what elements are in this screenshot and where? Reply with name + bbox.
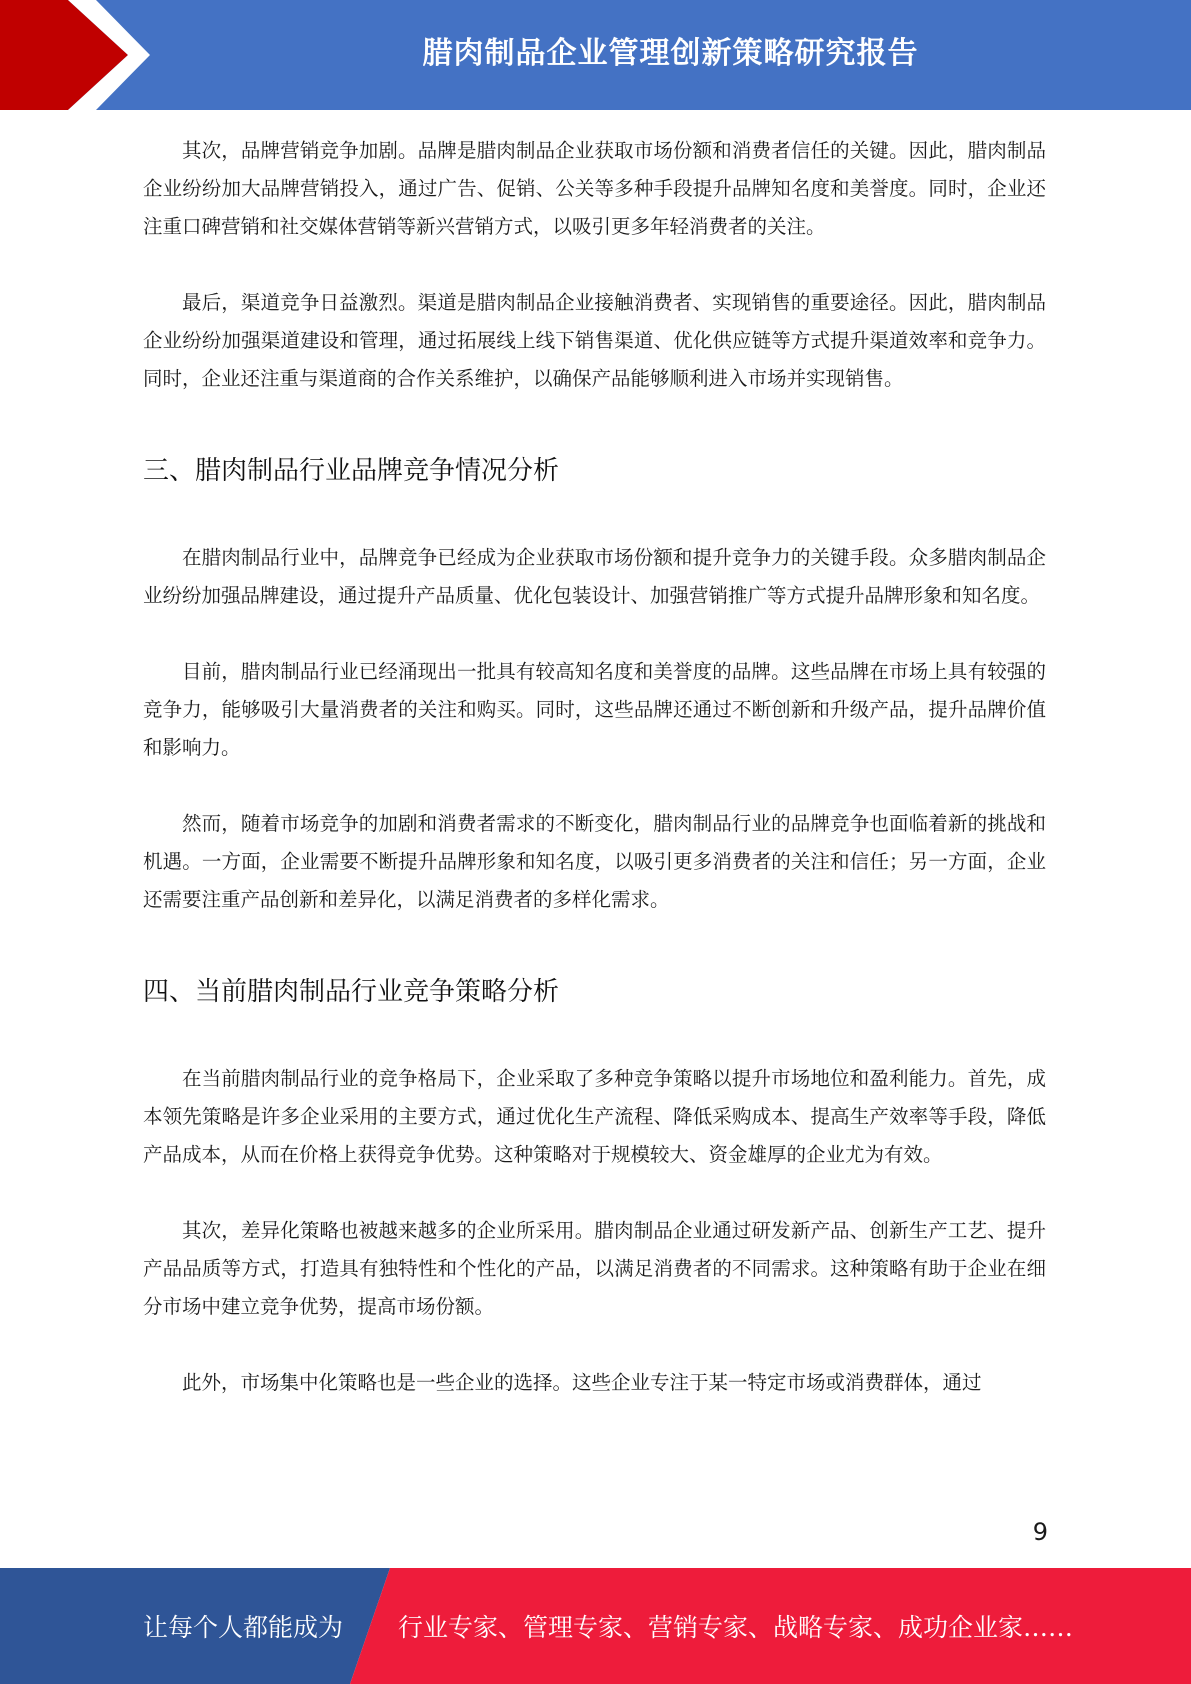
page-footer [0, 1568, 1191, 1684]
page-number: 9 [1032, 1518, 1048, 1546]
paragraph: 在腊肉制品行业中，品牌竞争已经成为企业获取市场份额和提升竞争力的关键手段。众多腊肉制品企业纷纷加强品牌建设，通过提升产品质量、优化包装设计、加强营销推广等方式提升品牌形象和知名度。 [143, 546, 1046, 607]
paragraph: 此外，市场集中化策略也是一些企业的选择。这些企业专注于某一特定市场或消费群体，通过 [182, 1371, 982, 1394]
footer-slogan-left: 让每个人都能成为 [143, 1613, 344, 1642]
report-title: 腊肉制品企业管理创新策略研究报告 [422, 36, 919, 71]
paragraph: 其次，差异化策略也被越来越多的企业所采用。腊肉制品企业通过研发新产品、创新生产工艺、提升产品品质等方式，打造具有独特性和个性化的产品，以满足消费者的不同需求。这种策略有助于企业在细分市场中建立竞争优势，提高市场份额。 [143, 1219, 1046, 1318]
paragraph: 其次，品牌营销竞争加剧。品牌是腊肉制品企业获取市场份额和消费者信任的关键。因此，腊肉制品企业纷纷加大品牌营销投入，通过广告、促销、公关等多种手段提升品牌知名度和美誉度。同时，企业还注重口碑营销和社交媒体营销等新兴营销方式，以吸引更多年轻消费者的关注。 [143, 139, 1046, 238]
paragraph: 目前，腊肉制品行业已经涌现出一批具有较高知名度和美誉度的品牌。这些品牌在市场上具有较强的竞争力，能够吸引大量消费者的关注和购买。同时，这些品牌还通过不断创新和升级产品，提升品牌价值和影响力。 [143, 660, 1046, 759]
paragraph: 在当前腊肉制品行业的竞争格局下，企业采取了多种竞争策略以提升市场地位和盈利能力。首先，成本领先策略是许多企业采用的主要方式，通过优化生产流程、降低采购成本、提高生产效率等手段，降低产品成本，从而在价格上获得竞争优势。这种策略对于规模较大、资金雄厚的企业尤为有效。 [143, 1067, 1046, 1166]
page-header [0, 0, 1191, 110]
paragraph: 然而，随着市场竞争的加剧和消费者需求的不断变化，腊肉制品行业的品牌竞争也面临着新的挑战和机遇。一方面，企业需要不断提升品牌形象和知名度，以吸引更多消费者的关注和信任；另一方面，企业还需要注重产品创新和差异化，以满足消费者的多样化需求。 [143, 812, 1046, 911]
red-arrow-decoration [0, 0, 160, 110]
footer-slogan-right: 行业专家、管理专家、营销专家、战略专家、成功企业家…… [398, 1613, 1074, 1642]
section-heading-4: 四、当前腊肉制品行业竞争策略分析 [143, 977, 560, 1007]
document-body [143, 132, 1046, 1402]
paragraph: 最后，渠道竞争日益激烈。渠道是腊肉制品企业接触消费者、实现销售的重要途径。因此，腊肉制品企业纷纷加强渠道建设和管理，通过拓展线上线下销售渠道、优化供应链等方式提升渠道效率和竞争力。同时，企业还注重与渠道商的合作关系维护，以确保产品能够顺利进入市场并实现销售。 [143, 291, 1046, 390]
section-heading-3: 三、腊肉制品行业品牌竞争情况分析 [143, 456, 560, 486]
